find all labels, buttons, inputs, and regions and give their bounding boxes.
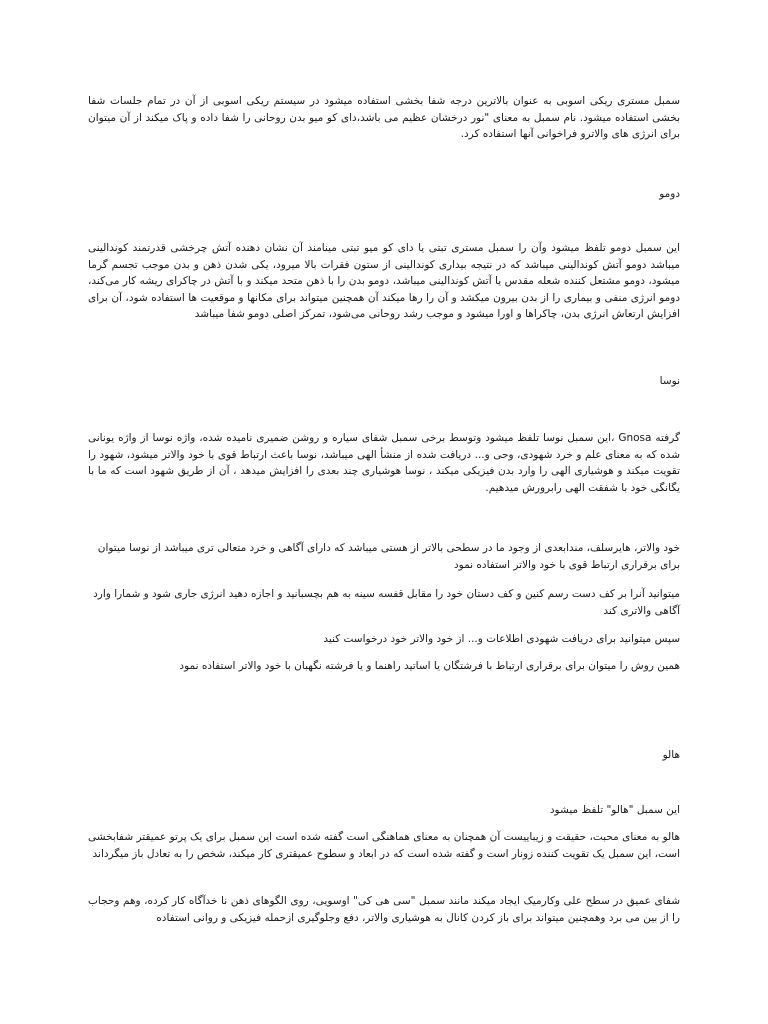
higher-self-paragraph-4: همین روش را میتوان برای برقراری ارتباط با فرشتگان یا اساتید راهنما و یا فرشته نگهبان با خود والاتر استفاده نمود [179, 660, 680, 672]
heading-halo: هالو [662, 749, 680, 761]
halo-paragraph-2: شفای عمیق در سطح علی وکارمیک ایجاد میکند مانند سمبل "سی هی کی" اوسویی، روی الگوهای ذهن نا خدآگاه کار کرده، وهم وحجاب را از بین می برد وهمچنین میتواند برای باز کردن کانال به هوشیاری والاتر، دفع وجلوگیری ازحمله فیزیکی و روانی استفاده [88, 895, 680, 924]
dumo-paragraph: این سمبل دومو تلفظ میشود وآن را سمبل مستری تبتی یا دای کو میو تبتی مینامند آن نشان دهنده آتش چرخشی قدرتمند کوندالینی میباشد دومو آتش کوندالینی میباشد که در نتیجه بیداری کوندالینی از ستون فقرات بالا میرود، یکی شدن ذهن و بدن موجب تجسم گرما میشود، دومو مشتعل کننده شعله مقدس یا آتش کوندالینی میباشد، دومو بدن را با ذهن متحد میکند و با آتش در چاکرای ریشه کار می‌کند، دومو انرژی منفی و بیماری را از بدن بیرون میکشد و آن را رها میکند آن همچنین میتواند برای مکانها و موقعیت ها استفاده شود، آن برای افزایش ارتعاش انرژی بدن، چاکراها و اورا میشود و موجب رشد روحانی می‌شود، تمرکز اصلی دومو شفا میباشد [88, 242, 680, 320]
intro-paragraph: سمبل مستری ریکی اسوبی به عنوان بالاترین درجه شفا بخشی استفاده میشود در سیستم ریکی اسوبی از آن در تمام جلسات شفا بخشی استفاده میشود. نام سمبل به معنای "نور درخشان عظیم می باشد،دای کو میو بدن روحانی را شفا داده و پاک میکند از آن میتوان برای انرژی های والاترو فراخوانی آنها استفاده کرد. [88, 95, 680, 140]
heading-nosa: نوسا [659, 375, 680, 387]
higher-self-paragraph-2: میتوانید آنرا بر کف دست رسم کنین و کف دستان خود را مقابل قفسه سینه به هم بچسبانید و اجازه دهید انرژی جاری شود و شمارا وارد آگاهی والاتری کند [93, 588, 680, 617]
higher-self-paragraph-3: سپس میتوانید برای دریافت شهودی اطلاعات و... از خود والاتر خود درخواست کنید [323, 633, 680, 645]
heading-dumo: دومو [659, 188, 680, 200]
halo-pronunciation: این سمبل "هالو" تلفظ میشود [549, 804, 680, 816]
nosa-paragraph: گرفته Gnosa ،این سمبل نوسا تلفظ میشود وتوسط برخی سمبل شفای سیاره و روشن ضمیری نامیده شده، واژه نوسا از واژه یونانی شده که به معنای علم و خرد شهودی، وحی و... دریافت شده از منشأ الهی میباشد، نوسا باعث ارتباط قوی با خود والاتر میشود، شهود را تقویت میکند و هوشیاری الهی را وارد بدن فیزیکی میکند ، نوسا هوشیاری چند بعدی را افزایش میدهد ، آن از طریق شهود است که ما با یگانگی خود با شفقت الهی رابرورش میدهیم. [88, 432, 680, 494]
higher-self-paragraph-1: خود والاتر، هایرسلف، مندابعدی از وجود ما در سطحی بالاتر از هستی میباشد که دارای آگاهی و خرد متعالی تری میباشد از نوسا میتوان برای برقراری ارتباط قوی با خود والاتر استفاده نمود [97, 542, 680, 571]
halo-paragraph-1: هالو به معنای محبت، حقیقت و زیباییست آن همچنان به معنای هماهنگی است گفته شده است این سمبل برای یک پرتو عمیقتر شفابخشی است، این سمبل یک تقویت کننده زونار است و گفته شده است که در ابعاد و سطوح عمیقتری کار میکند، شخص را به تعادل باز میگرداند [88, 831, 680, 860]
